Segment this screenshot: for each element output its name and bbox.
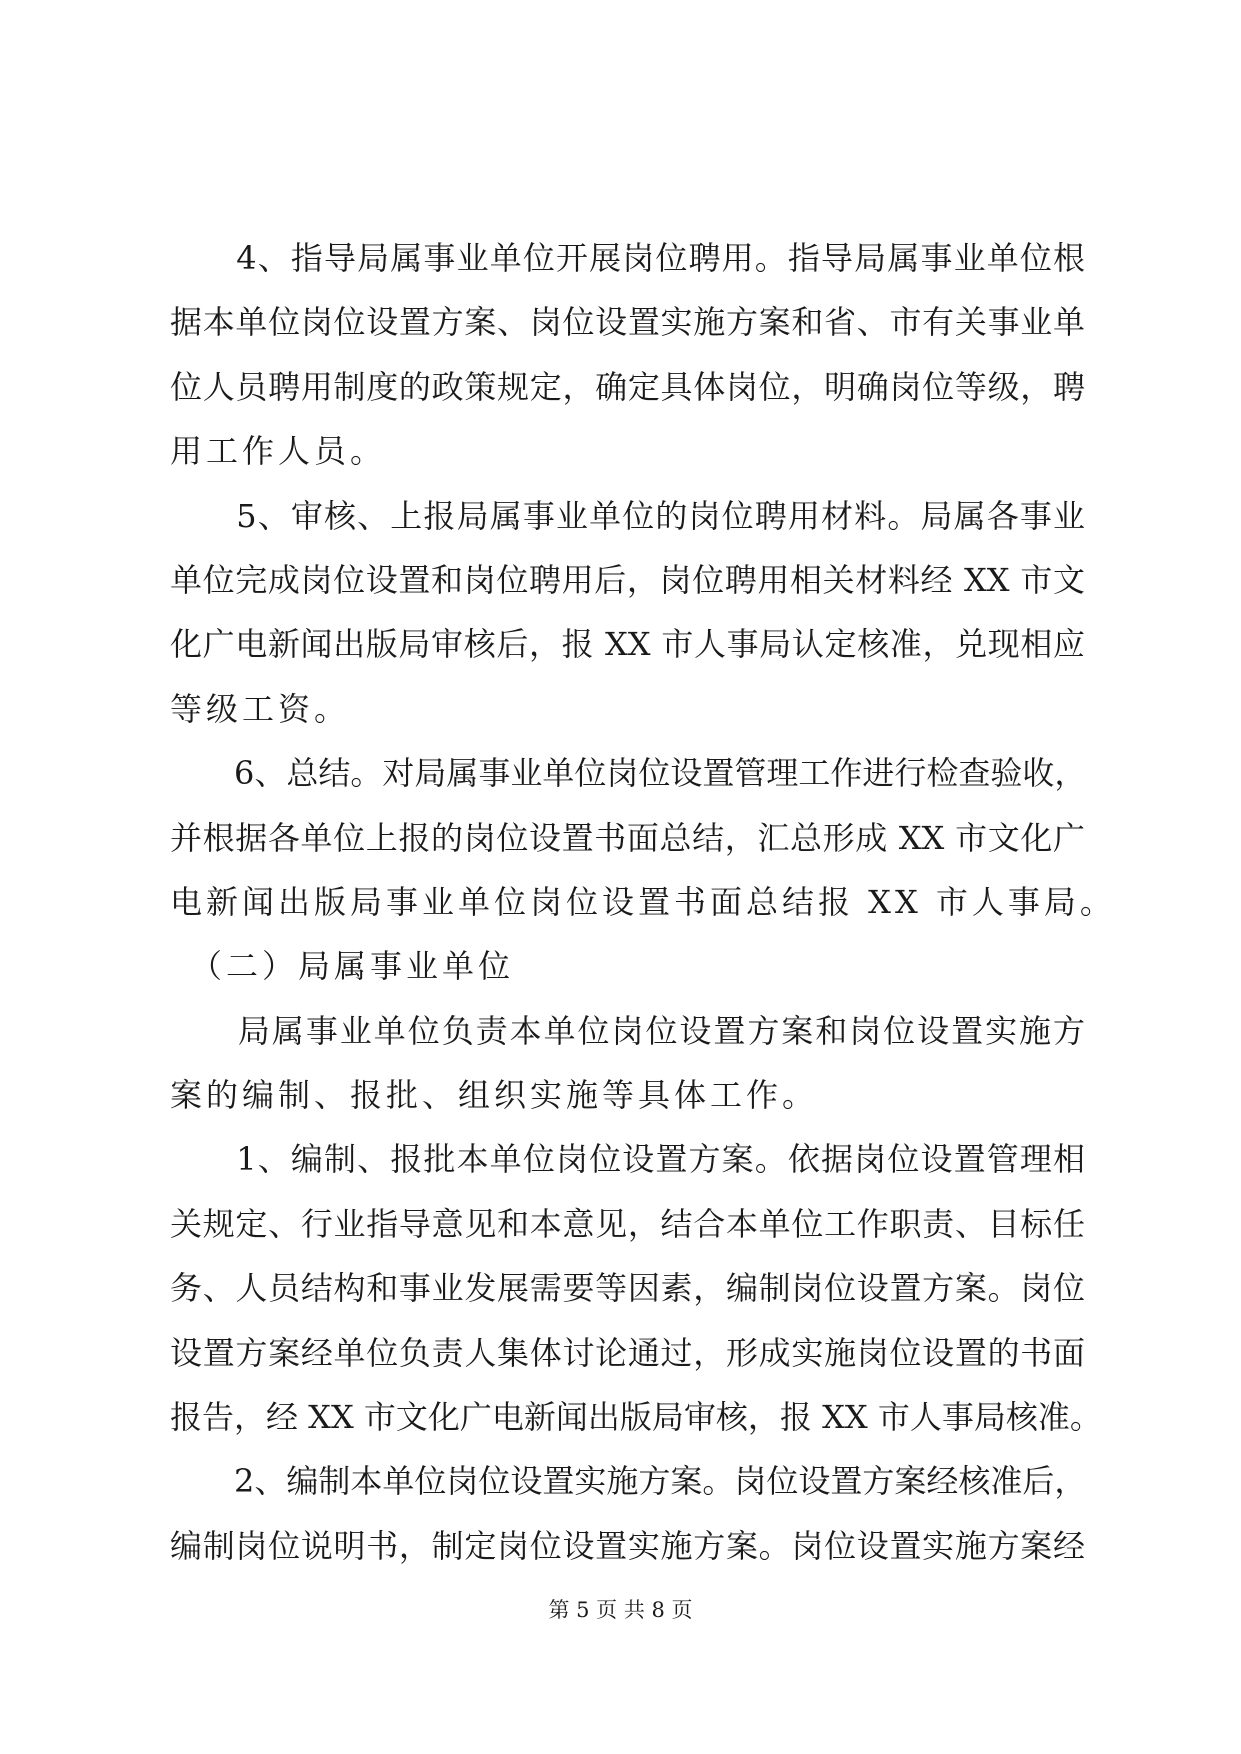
section-heading: （二）局属事业单位	[170, 947, 515, 986]
text-line: 化广电新闻出版局审核后，报 XX 市人事局认定核准，兑现相应	[170, 625, 1085, 664]
text-line: 用工作人员。	[170, 432, 387, 471]
text-line: 电新闻出版局事业单位岗位设置书面总结报 XX 市人事局。	[170, 882, 1116, 921]
text-line: 并根据各单位上报的岗位设置书面总结，汇总形成 XX 市文化广	[170, 818, 1085, 857]
text-line: 4、指导局属事业单位开展岗位聘用。指导局属事业单位根	[170, 239, 1085, 277]
text-line: 1、编制、报批本单位岗位设置方案。依据岗位设置管理相	[170, 1140, 1085, 1179]
text-line: 关规定、行业指导意见和本意见，结合本单位工作职责、目标任	[170, 1204, 1085, 1243]
text-line: 案的编制、报批、组织实施等具体工作。	[170, 1076, 819, 1115]
text-line: 据本单位岗位设置方案、岗位设置实施方案和省、市有关事业单	[170, 303, 1085, 342]
text-line: 等级工资。	[170, 689, 351, 728]
text-line: 5、审核、上报局属事业单位的岗位聘用材料。局属各事业	[170, 496, 1085, 535]
text-line: 6、总结。对局属事业单位岗位设置管理工作进行检查验收，	[170, 754, 1087, 793]
text-line: 位人员聘用制度的政策规定，确定具体岗位，明确岗位等级，聘	[170, 367, 1085, 406]
text-line: 编制岗位说明书，制定岗位设置实施方案。岗位设置实施方案经	[170, 1526, 1085, 1565]
document-body	[170, 226, 1116, 1578]
text-line: 报告，经 XX 市文化广电新闻出版局审核，报 XX 市人事局核准。	[170, 1398, 1102, 1437]
text-line: 局属事业单位负责本单位岗位设置方案和岗位设置实施方	[170, 1011, 1085, 1050]
text-line: 务、人员结构和事业发展需要等因素，编制岗位设置方案。岗位	[170, 1269, 1085, 1308]
text-line: 设置方案经单位负责人集体讨论通过，形成实施岗位设置的书面	[170, 1333, 1085, 1372]
page-number-footer: 第 5 页 共 8 页	[548, 1598, 693, 1622]
text-line: 单位完成岗位设置和岗位聘用后，岗位聘用相关材料经 XX 市文	[170, 560, 1085, 599]
text-line: 2、编制本单位岗位设置实施方案。岗位设置方案经核准后，	[170, 1462, 1087, 1501]
